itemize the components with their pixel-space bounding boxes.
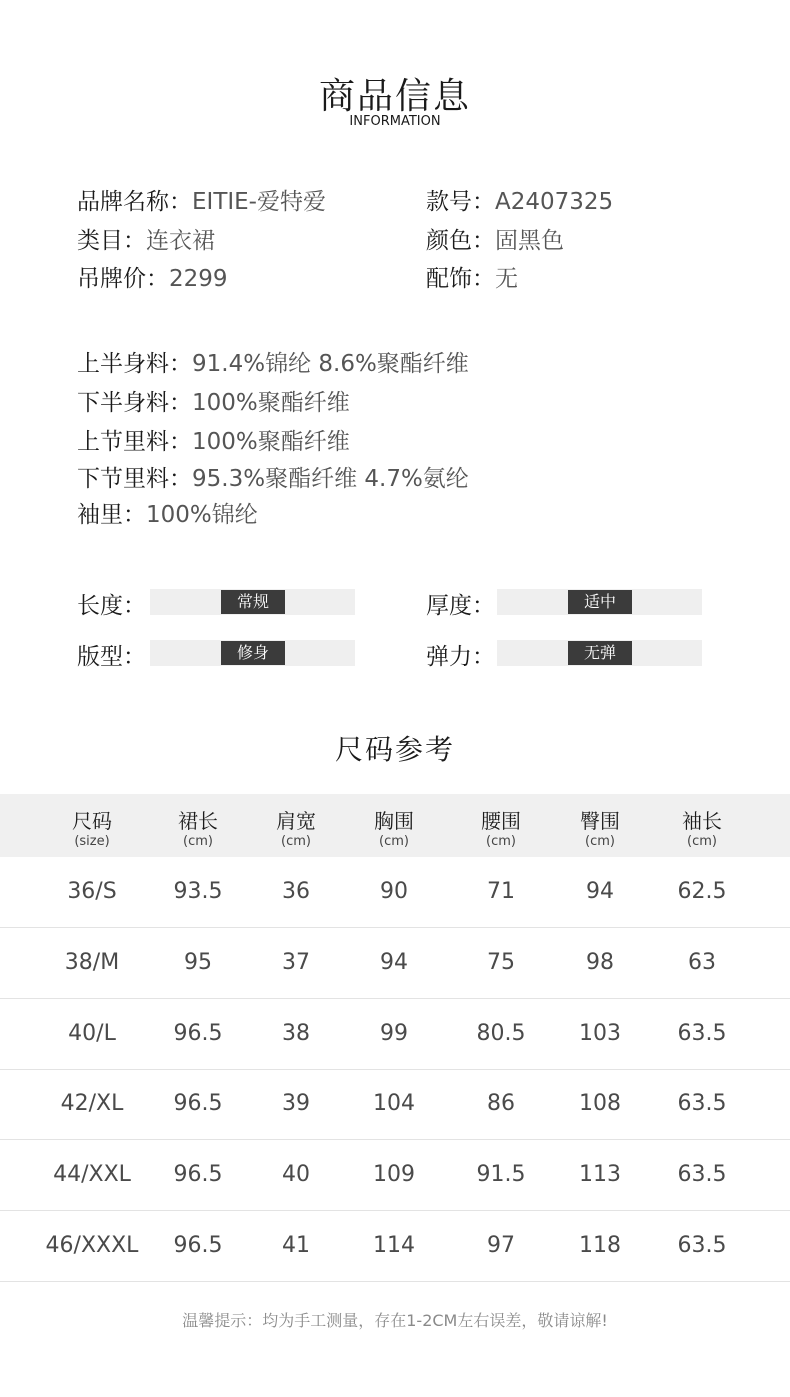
column-unit: (cm)	[486, 834, 516, 849]
measurement-cell: 39	[282, 1091, 310, 1117]
column-header	[32, 794, 152, 849]
brand-label: 品牌名称：	[77, 189, 192, 215]
measurement-cell: 41	[282, 1233, 310, 1258]
measurement-cell: 96.5	[173, 1162, 223, 1188]
brand-row	[77, 183, 326, 216]
size-cell: 36/S	[67, 879, 117, 904]
size-cell: 38/M	[64, 949, 120, 975]
measurement-cell: 36	[282, 879, 310, 904]
thickness-scale	[497, 589, 702, 615]
fit-indicator: 修身	[221, 641, 285, 665]
elasticity-label: 弹力：	[426, 644, 495, 670]
column-name: 臀围	[580, 809, 620, 833]
material-value: 95.3%聚酯纤维 4.7%氨纶	[192, 466, 469, 492]
size-cell: 46/XXXL	[45, 1233, 139, 1258]
material-label: 下节里料：	[77, 466, 192, 492]
measurement-cell: 80.5	[476, 1020, 526, 1046]
measurement-cell: 63.5	[677, 1233, 727, 1258]
measurement-cell: 95	[184, 949, 212, 975]
size-table-title: 尺码参考	[334, 733, 455, 766]
measurement-cell: 104	[373, 1091, 415, 1117]
color-row	[426, 222, 564, 255]
measurement-cell: 113	[579, 1162, 621, 1188]
elasticity-indicator: 无弹	[568, 641, 632, 665]
column-header	[642, 794, 762, 849]
table-row	[0, 1140, 790, 1211]
material-row	[77, 423, 350, 456]
accessory-value: 无	[495, 266, 518, 292]
color-label: 颜色：	[426, 228, 495, 254]
measurement-cell: 62.5	[677, 879, 727, 904]
table-row	[0, 1069, 790, 1140]
measurement-cell: 98	[586, 949, 614, 975]
page-title: 商品信息	[318, 76, 471, 117]
measurement-cell: 37	[282, 949, 310, 975]
measurement-cell: 118	[579, 1233, 621, 1258]
table-row	[0, 1211, 790, 1282]
measurement-cell: 86	[487, 1091, 515, 1117]
measurement-note: 温馨提示：均为手工测量，存在1-2CM左右误差，敬请谅解!	[182, 1311, 608, 1330]
column-unit: (size)	[74, 834, 110, 849]
column-name: 肩宽	[276, 809, 316, 833]
accessory-row	[426, 260, 518, 293]
column-name: 腰围	[481, 809, 521, 833]
measurement-cell: 63.5	[677, 1162, 727, 1188]
column-unit: (cm)	[183, 834, 213, 849]
material-row	[77, 496, 258, 529]
length-scale	[150, 589, 355, 615]
measurement-cell: 96.5	[173, 1020, 223, 1046]
measurement-cell: 114	[373, 1233, 415, 1258]
size-cell: 44/XXL	[53, 1162, 131, 1188]
category-value: 连衣裙	[146, 228, 215, 254]
fit-label: 版型：	[77, 644, 146, 670]
measurement-cell: 93.5	[173, 879, 223, 904]
measurement-cell: 63	[688, 949, 716, 975]
size-cell: 42/XL	[60, 1091, 124, 1117]
size-cell: 40/L	[68, 1020, 116, 1046]
accessory-label: 配饰：	[426, 266, 495, 292]
measurement-cell: 40	[282, 1162, 310, 1188]
brand-value: EITIE-爱特爱	[192, 189, 326, 215]
material-value: 100%锦纶	[146, 502, 258, 528]
thickness-indicator: 适中	[568, 590, 632, 614]
material-label: 上半身料：	[77, 351, 192, 377]
color-value: 固黑色	[495, 228, 564, 254]
material-label: 下半身料：	[77, 390, 192, 416]
material-row	[77, 460, 469, 493]
table-row	[0, 999, 790, 1070]
measurement-cell: 109	[373, 1162, 415, 1188]
elasticity-scale	[497, 640, 702, 666]
category-row	[77, 222, 215, 255]
measurement-cell: 63.5	[677, 1091, 727, 1117]
measurement-cell: 94	[380, 949, 408, 975]
column-unit: (cm)	[281, 834, 311, 849]
measurement-cell: 96.5	[173, 1233, 223, 1258]
tag-price-value: 2299	[169, 266, 228, 292]
measurement-cell: 90	[380, 879, 408, 904]
measurement-cell: 97	[487, 1233, 515, 1258]
column-unit: (cm)	[379, 834, 409, 849]
style-no-value: A2407325	[495, 189, 614, 215]
measurement-cell: 91.5	[476, 1162, 526, 1188]
table-row	[0, 857, 790, 928]
material-value: 91.4%锦纶 8.6%聚酯纤维	[192, 351, 469, 377]
style-no-row	[426, 183, 613, 216]
measurement-cell: 94	[586, 879, 614, 904]
measurement-cell: 99	[380, 1020, 408, 1046]
measurement-cell: 71	[487, 879, 515, 904]
tag-price-label: 吊牌价：	[77, 266, 169, 292]
measurement-cell: 96.5	[173, 1091, 223, 1117]
page-subtitle: INFORMATION	[349, 114, 441, 129]
material-value: 100%聚酯纤维	[192, 429, 350, 455]
column-name: 胸围	[374, 809, 414, 833]
measurement-cell: 103	[579, 1020, 621, 1046]
column-name: 裙长	[178, 809, 218, 833]
material-label: 袖里：	[77, 502, 146, 528]
style-no-label: 款号：	[426, 189, 495, 215]
column-unit: (cm)	[585, 834, 615, 849]
material-label: 上节里料：	[77, 429, 192, 455]
column-name: 袖长	[682, 809, 722, 833]
thickness-label: 厚度：	[426, 593, 495, 619]
material-row	[77, 384, 350, 417]
table-row	[0, 928, 790, 999]
fit-scale	[150, 640, 355, 666]
measurement-cell: 75	[487, 949, 515, 975]
material-value: 100%聚酯纤维	[192, 390, 350, 416]
tag-price-row	[77, 260, 228, 293]
length-indicator: 常规	[221, 590, 285, 614]
column-header	[334, 794, 454, 849]
measurement-cell: 38	[282, 1020, 310, 1046]
category-label: 类目：	[77, 228, 146, 254]
size-table-header	[0, 794, 790, 857]
material-row	[77, 345, 469, 378]
column-unit: (cm)	[687, 834, 717, 849]
column-name: 尺码	[72, 809, 112, 833]
length-label: 长度：	[77, 593, 146, 619]
measurement-cell: 108	[579, 1091, 621, 1117]
measurement-cell: 63.5	[677, 1020, 727, 1046]
